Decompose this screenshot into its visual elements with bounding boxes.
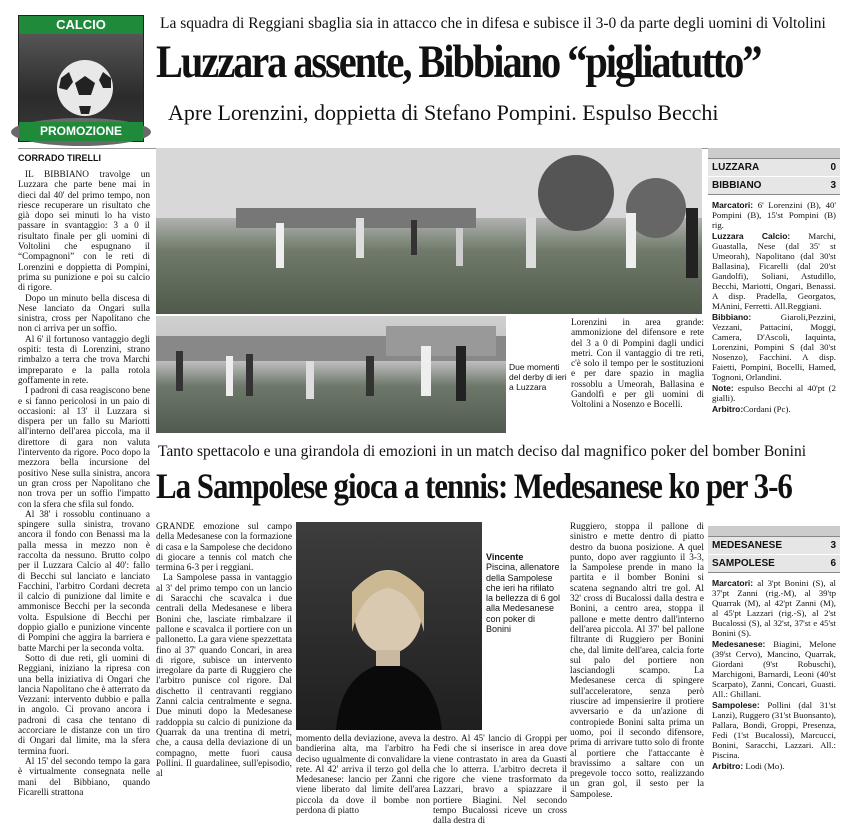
article2-headline: La Sampolese gioca a tennis: Medesanese ko per 3-6 bbox=[156, 466, 792, 506]
detail-text: al 3'pt Bonini (S), al 37'pt Zanni (rig.-M), al 39'tp Quarrak (M), al 42'pt Zanni (M), al 45'pt Lazzari (rig.-S), al 2'st Bucalossi (S), al 32'st, 37'st e 45'st Bonini (S). bbox=[712, 578, 836, 638]
team-goals: 3 bbox=[830, 540, 836, 551]
team-name: SAMPOLESE bbox=[712, 558, 775, 569]
caption-name: Vincente bbox=[486, 552, 524, 562]
article2-kicker: Tanto spettacolo e una girandola di emozioni in un match deciso dal magnifico poker del bomber Bonini bbox=[158, 443, 807, 460]
article1-paragraph: Dopo un minuto bella discesa di Nese lanciato da Ongari sulla sinistra, cross per Napolitano che non ci arriva per un soffio. bbox=[18, 293, 150, 335]
article2-col1 bbox=[156, 522, 292, 806]
coach-photo bbox=[296, 522, 482, 730]
article2-paragraph: GRANDE emozione sul campo della Medesanese con la formazione di casa e la Sampolese che decidono di giocare a tennis col match che termina 6-3 per i reggiani. bbox=[156, 522, 292, 574]
detail-text: Pollini (dal 31'st Lanzi), Ruggero (31'st Buonsanto), Pallara, Bondi, Groppi, Presenza, Fedi (1'st Bucalossi), Marcucci, Bonini, Saracchi, Lazzari. All.: Piscina. bbox=[712, 700, 836, 760]
team-goals: 3 bbox=[830, 180, 836, 191]
article1-caption: Due momenti del derby di ieri a Luzzara bbox=[509, 362, 567, 392]
detail-label: Medesanese: bbox=[712, 639, 766, 649]
team-goals: 6 bbox=[830, 558, 836, 569]
detail-label: Marcatori: bbox=[712, 200, 754, 210]
article1-paragraph: Al 15' del secondo tempo la gara è virtualmente consegnata nelle mani del Bibbiano, quando Ficarelli strattona bbox=[18, 756, 150, 798]
section-badge-bottom: PROMOZIONE bbox=[19, 122, 143, 141]
team-name: BIBBIANO bbox=[712, 180, 762, 191]
coach-caption bbox=[486, 552, 562, 634]
team-name: LUZZARA bbox=[712, 162, 760, 173]
team-name: MEDESANESE bbox=[712, 540, 783, 551]
article1-paragraph: Sotto di due reti, gli uomini di Reggiani, iniziano la ripresa con una bella iniziativa di Ongari che lancia Napolitano che è atterrato da Vezzani: intervento dubbio e palla in angolo. Ci provano ancora i padroni di casa che tentano di accorciare le distanze con un tiro di Ongari dal limite, ma la sfera termina fuori. bbox=[18, 653, 150, 757]
detail-text: Giaroli,Pezzini, Vezzani, Pattacini, Moggi, Camera, D'Ascoli, Iaquinta, Lorenzini, Pompini S (dal 30'st Nosenzo), Facchini. A disp. Faietti, Pompini, Bocelli, Hamed, Tognoni, Orlandini. bbox=[712, 312, 836, 382]
article1-paragraph: Al 6' il fortunoso vantaggio degli ospiti: testa di Lorenzini, strano rimbalzo a terra che trova Marchi impreparato e la palla rotola goffamente in rete. bbox=[18, 334, 150, 386]
section-badge-top: CALCIO bbox=[19, 16, 143, 34]
article1-paragraph: Al 38' i rossoblu continuano a spingere sulla sinistra, trovano ancora il fondo con Benassi ma la palla messa in mezzo non è raccolta da nessuno. Brutto colpo per il Luzzara Calcio al 40': fallo di Becchi sul lanciato e lanciato Facchini, l'arbitro Cordani decreta il calcio di punizione dal limite e ammonisce Becchi per la seconda volta. Espulsione di Becchi per doppio giallo e punizione vincente di Pompini che aggira la barriera e batte Marchi per la seconda volta. bbox=[18, 509, 150, 654]
detail-label: Note: bbox=[712, 383, 734, 393]
article2-col3: destro. Al 45' lancio di Groppi per Fedi che si inserisce in area dove viene contrastato in area da Guasti che lo atterra. L'arbitro decreta il rigore che viene trasformato da Lazzari, bravo a spiazzare il portiere Biagini. Nel secondo tempo Bucalossi riceve un cross dalla destra di bbox=[433, 734, 567, 827]
article1-paragraph: IL BIBBIANO travolge un Luzzara che parte bene mai in dieci dal 40' del primo tempo, non riesce recuperare un risultato che già dopo sei minuti lo ha visto passare in svantaggio: 3 a 0 il risultato finale per gli uomini di Voltolini che espugnano il “Compagnoni” con le reti di Lorenzini e doppietta di Pompini, prima su punizione e poi su calcio di rigore. bbox=[18, 170, 150, 294]
score-box-luzzara-bibbiano bbox=[708, 148, 840, 432]
score-details bbox=[708, 195, 840, 414]
detail-label: Bibbiano: bbox=[712, 312, 752, 322]
article1-subheadline: Apre Lorenzini, doppietta di Stefano Pompini. Espulso Becchi bbox=[168, 100, 719, 125]
article2-col2: momento della deviazione, aveva la bandierina alta, ma l'arbitro ha deciso ugualmente di convalidare la rete. Al 42' arriva il terzo gol della Medesanese: lancio per Zanni che viene liberato dal limite dell'area piccola da dove il bombe non perdona di piatto bbox=[296, 734, 430, 817]
article2-col4: Ruggiero, stoppa il pallone di sinistro e mette dentro di piatto destro da buona posizione. A quel punto, dopo aver raggiunto il 3-3, la Sampolese prende in mano la partita e il bomber Bonini si scatena segnando altri tre gol. Al 32' cross di Bucalossi dalla destra e Bonini, a centro area, stoppa il pallone e mette dentro dall'interno dell'area piccola. Al 37' bel pallone filtrante di Ruggiero per Bonini che, dal limite dell'area, calcia forte sul palo del portiere non lasciandogli scampo. La Medesanese cerca di spingere sull'acceleratore, senza però riuscire ad impensierire il protiere avversario e da un'azione di contropiede Bonini salta prima un uomo, poi il secondo difensore, prima di arrivare tutto solo di fronte al portiere che l'attaccante è bravissimo a saltare con un pregevole tocco sotto, realizzando un gran gol, il sesto per la Sampolese. bbox=[570, 522, 704, 800]
detail-label: Arbitro: bbox=[712, 761, 744, 771]
score-box-medesanese-sampolese bbox=[708, 526, 840, 806]
detail-text: Marchi, Guastalla, Nese (dal 35' st Umeorah), Napolitano (dal 30'st Ballasina), Ficarelli (dal 20'st Gandolfi), Soliani, Astudillo, Becchi, Mariotti, Ongari, Benassi. A disp. Pradella, Georgatos, MAnini, Ferretti. All.Reggiani. bbox=[712, 231, 836, 311]
team-goals: 0 bbox=[830, 162, 836, 173]
detail-label: Luzzara Calcio: bbox=[712, 231, 791, 241]
detail-text: Lodi (Mo). bbox=[743, 761, 785, 771]
detail-text: Biagini, Melone (39'st Cervo), Mancino, Quarrak, Giordani (9'st Robuschi), Marchigoni, Barnardi, Leoni (40'st Scarpato), Zanni, Concari, Guasti. All.: Ghillani. bbox=[712, 639, 836, 699]
article1-body bbox=[18, 170, 150, 804]
detail-text: espulso Becchi al 40'pt (2 gialli). bbox=[712, 383, 836, 403]
article2-paragraph: La Sampolese passa in vantaggio al 3' del primo tempo con un lancio di Saracchi che scavalca i due centrali della Medesanese e libera Bonini che, lasciate rimbalzare il pallone e scavalca il portiere con un pallonetto. La gara viene spezzettata fino al 37' quando Concari, in area di rigore, subisce un intervento irregolare da parte di Ruggiero che l'arbitro punisce col rigore. Dal dischetto il centravanti reggiano Zanni calcia centralmente e segna. Due minuti dopo la Medesanese raddoppia su calcio di punizione da Quarrak da una trentina di metri, che, a causa della deviazione di un compagno, mette fuori causa Pollini. Il guardalinee, sull'episodio, al bbox=[156, 573, 292, 780]
detail-label: Marcatori: bbox=[712, 578, 754, 588]
detail-label: Sampolese: bbox=[712, 700, 760, 710]
caption-text: Piscina, allenatore della Sampolese che ieri ha rifilato la bellezza di 6 gol alla Medesanese con poker di Bonini bbox=[486, 562, 561, 635]
section-badge bbox=[18, 15, 144, 142]
score-row-home bbox=[708, 158, 840, 176]
detail-label: Arbitro: bbox=[712, 404, 744, 414]
score-details bbox=[708, 573, 840, 771]
score-row-away bbox=[708, 554, 840, 573]
score-row-home bbox=[708, 536, 840, 554]
article1-body-2: Lorenzini in area grande: ammonizione del difensore e rete del 3 a 0 di Pompini dagli undici metri. Con il vantaggio di tre reti, c'è solo il tempo per le sostituzioni e per dare spazio in maglia rossoblu a Umeorah, Ballasina e Gandolfi e per gli uomini di Voltolini a Nosenzo e Bocelli. bbox=[571, 318, 704, 411]
match-photo-2 bbox=[156, 316, 506, 433]
article1-paragraph: I padroni di casa reagiscono bene e si fanno pericolosi in un paio di occasioni: al 13' il Luzzara si dispera per un fallo su Mariotti all'interno dell'area piccola, ma il direttore di gara non valuta l'intervento da rigore. Poco dopo la mezzora bella incursione del positivo Nese sulla sinistra, ancora un gran cross per Napolitano che non trova per un soffio l'impatto con la sfera che sfila sul fondo. bbox=[18, 386, 150, 510]
article1-kicker: La squadra di Reggiani sbaglia sia in attacco che in difesa e subisce il 3-0 da parte degli uomini di Voltolini bbox=[160, 15, 826, 32]
detail-text: Cordani (Pc). bbox=[743, 404, 791, 414]
match-photo-1 bbox=[156, 148, 702, 314]
article1-headline: Luzzara assente, Bibbiano “pigliatutto” bbox=[156, 36, 761, 88]
score-row-away bbox=[708, 176, 840, 195]
article1-author: CORRADO TIRELLI bbox=[18, 153, 101, 163]
detail-text: 6' Lorenzini (B), 40' Pompini (B), 15'st Pompini (B) rig. bbox=[712, 200, 836, 230]
